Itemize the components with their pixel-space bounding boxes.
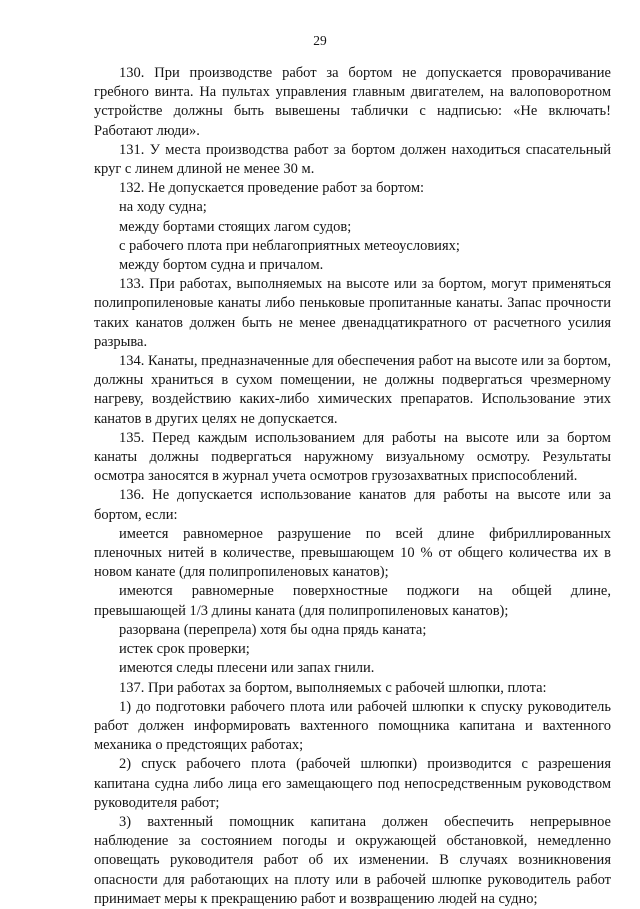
list-item: разорвана (перепрела) хотя бы одна прядь каната; bbox=[119, 621, 427, 638]
list-item: истек срок проверки; bbox=[119, 641, 250, 658]
document-body bbox=[94, 64, 611, 909]
list-item: на ходу судна; bbox=[119, 199, 207, 216]
paragraph: 1) до подготовки рабочего плота или рабочей шлюпки к спуску руководитель работ должен информировать вахтенного помощника капитана и вахтенного механика о предстоящих работах; bbox=[94, 698, 611, 754]
paragraph: 3) вахтенный помощник капитана должен обеспечить непрерывное наблюдение за состоянием погоды и окружающей обстановкой, немедленно оповещать руководителя работ об их изменении. В случаях возникновения опасности для работающих на плоту или в рабочей шлюпке руководитель работ принимает меры к прекращению работ и возвращению людей на судно; bbox=[94, 813, 611, 907]
paragraph: 133. При работах, выполняемых на высоте или за бортом, могут применяться полипропиленовые канаты либо пеньковые пропитанные канаты. Запас прочности таких канатов должен быть не менее двенадцатикратного от расчетного усилия разрыва. bbox=[94, 276, 611, 350]
list-item: имеются следы плесени или запах гнили. bbox=[119, 660, 375, 677]
list-item: 132. Не допускается проведение работ за бортом: bbox=[119, 180, 425, 197]
paragraph: 134. Канаты, предназначенные для обеспечения работ на высоте или за бортом, должны храниться в сухом помещении, не должны подвергаться чрезмерному нагреву, воздействию каких-либо химических препаратов. Использование этих канатов в других целях не допускается. bbox=[94, 353, 611, 427]
paragraph: 131. У места производства работ за бортом должен находиться спасательный круг с линем длиной не менее 30 м. bbox=[94, 141, 611, 178]
list-item: между бортом судна и причалом. bbox=[119, 257, 324, 274]
list-item: с рабочего плота при неблагоприятных метеоусловиях; bbox=[119, 237, 460, 254]
list-item: между бортами стоящих лагом судов; bbox=[119, 218, 352, 235]
paragraph: имеются равномерные поверхностные поджоги на общей длине, превышающей 1/3 длины каната (для полипропиленовых канатов); bbox=[94, 583, 611, 619]
paragraph: 136. Не допускается использование канатов для работы на высоте или за бортом, если: bbox=[94, 487, 611, 523]
paragraph: 135. Перед каждым использованием для работы на высоте или за бортом канаты должны подвергаться наружному визуальному осмотру. Результаты осмотра заносятся в журнал учета осмотров грузозахватных приспособлений. bbox=[94, 429, 611, 485]
paragraph: 2) спуск рабочего плота (рабочей шлюпки) производится с разрешения капитана судна либо лица его замещающего под непосредственным руководством руководителя работ; bbox=[94, 756, 611, 811]
paragraph: 130. При производстве работ за бортом не допускается проворачивание гребного винта. На пультах управления главным двигателем, на валоповоротном устройстве должны быть вывешены таблички с надписью: «Не включать! Работают люди». bbox=[94, 65, 611, 139]
page-number: 29 bbox=[313, 33, 327, 48]
paragraph: имеется равномерное разрушение по всей длине фибриллированных пленочных нитей в количестве, превышающем 10 % от общего количества их в новом канате (для полипропиленовых канатов); bbox=[94, 525, 611, 581]
list-item: 137. При работах за бортом, выполняемых с рабочей шлюпки, плота: bbox=[119, 679, 547, 696]
